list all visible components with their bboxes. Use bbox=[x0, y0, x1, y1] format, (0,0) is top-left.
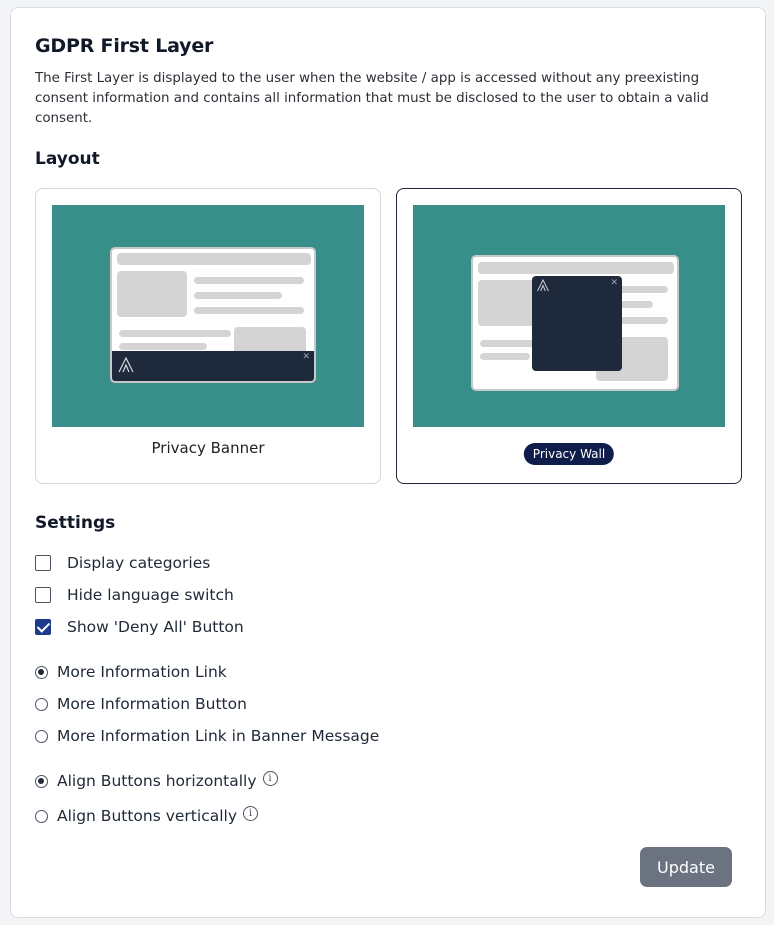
layout-option-label-selected: Privacy Wall bbox=[524, 443, 614, 465]
more-info-link-in-banner-label: More Information Link in Banner Message bbox=[57, 727, 380, 745]
wall-modal bbox=[532, 276, 622, 371]
hide-language-switch-label: Hide language switch bbox=[67, 586, 234, 604]
logo-icon bbox=[536, 279, 550, 292]
privacy-wall-preview bbox=[413, 205, 725, 427]
show-deny-all-row[interactable] bbox=[35, 618, 244, 636]
page-description: The First Layer is displayed to the user when the website / app is accessed without any preexisting consent information and contains all information that must be disclosed to the user to obtain a valid consent. bbox=[35, 71, 709, 126]
align-vertical-radio[interactable] bbox=[35, 810, 48, 823]
close-icon: ✕ bbox=[302, 352, 310, 362]
browser-mockup bbox=[471, 255, 679, 391]
gdpr-first-layer-card bbox=[10, 7, 766, 918]
align-horizontal-row[interactable] bbox=[35, 772, 278, 790]
hide-language-switch-checkbox[interactable] bbox=[35, 587, 51, 603]
more-info-link-in-banner-row[interactable] bbox=[35, 727, 379, 745]
show-deny-all-label: Show 'Deny All' Button bbox=[67, 618, 244, 636]
hide-language-switch-row[interactable] bbox=[35, 586, 234, 604]
display-categories-label: Display categories bbox=[67, 554, 211, 572]
banner-bar bbox=[112, 351, 314, 381]
more-info-link-row[interactable] bbox=[35, 663, 227, 681]
align-horizontal-label: Align Buttons horizontally bbox=[57, 772, 257, 790]
layout-option-label: Privacy Banner bbox=[151, 439, 265, 457]
more-info-link-radio[interactable] bbox=[35, 666, 48, 679]
align-vertical-label: Align Buttons vertically bbox=[57, 807, 237, 825]
page-title: GDPR First Layer bbox=[35, 35, 214, 57]
layout-option-privacy-wall[interactable] bbox=[396, 188, 742, 484]
browser-mockup bbox=[110, 247, 316, 383]
align-vertical-row[interactable] bbox=[35, 807, 258, 825]
info-icon[interactable]: i bbox=[243, 806, 258, 821]
more-info-button-label: More Information Button bbox=[57, 695, 247, 713]
more-info-button-radio[interactable] bbox=[35, 698, 48, 711]
align-horizontal-radio[interactable] bbox=[35, 775, 48, 788]
info-icon[interactable]: i bbox=[263, 771, 278, 786]
display-categories-checkbox[interactable] bbox=[35, 555, 51, 571]
update-button[interactable]: Update bbox=[640, 847, 732, 887]
more-info-link-label: More Information Link bbox=[57, 663, 227, 681]
display-categories-row[interactable] bbox=[35, 554, 210, 572]
settings-heading: Settings bbox=[35, 513, 116, 533]
more-info-link-in-banner-radio[interactable] bbox=[35, 730, 48, 743]
layout-heading: Layout bbox=[35, 149, 100, 169]
more-info-button-row[interactable] bbox=[35, 695, 247, 713]
privacy-banner-preview bbox=[52, 205, 364, 427]
close-icon: ✕ bbox=[610, 278, 618, 288]
logo-icon bbox=[117, 357, 135, 373]
layout-option-privacy-banner[interactable] bbox=[35, 188, 381, 484]
show-deny-all-checkbox[interactable] bbox=[35, 619, 51, 635]
